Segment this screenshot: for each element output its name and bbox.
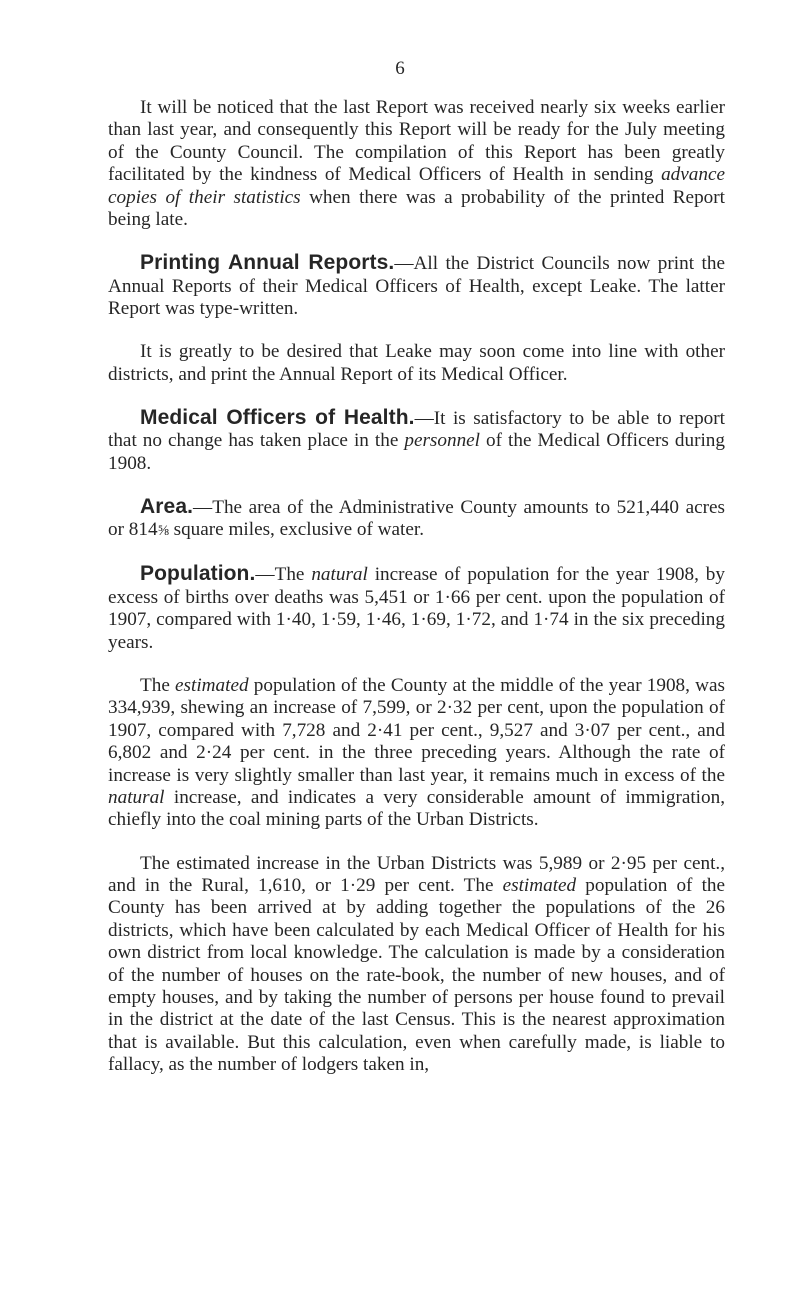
text-run: increase of population for the year 1908, by excess of births over deaths was 5,451 or 1·66 per cent. upon the population of 1907, compared with 1·40, 1·59, 1·46, 1·69, 1·72, and 1·74 in the six preceding years. xyxy=(108,564,725,653)
paragraph-urban-rural-increase xyxy=(108,853,725,1077)
text-run: —The xyxy=(255,564,312,586)
paragraph-area xyxy=(108,496,725,543)
text-run: It is greatly to be desired that Leake may soon come into line with other districts, and print the Annual Report of its Medical Officer. xyxy=(108,341,725,385)
text-run: It will be noticed that the last Report was received nearly six weeks earlier than last year, and consequently this Report will be ready for the July meeting of the County Council. The compilation of this Report has been greatly facilitated by the kindness of Medical Officers of Health in sending xyxy=(108,97,725,186)
paragraph-report-timing xyxy=(108,97,725,231)
paragraph-leake xyxy=(108,341,725,386)
fraction-five-eighths: ⅝ xyxy=(157,523,169,540)
text-run: of the Medical Officers during 1908. xyxy=(108,430,725,474)
italic-run: natural xyxy=(108,786,165,808)
text-run: —It is satisfactory to be able to report that no change has taken place in the xyxy=(108,407,725,452)
section-heading-medical-officers: Medical Officers of Health. xyxy=(140,405,415,429)
paragraph-printing-annual-reports xyxy=(108,252,725,320)
text-run: The estimated increase in the Urban Districts was 5,989 or 2·95 per cent., and in the Rural, 1,610, or 1·29 per cent. The xyxy=(108,852,725,896)
body-text xyxy=(108,97,725,1097)
page-number: 6 xyxy=(395,58,405,79)
paragraph-population xyxy=(108,563,725,654)
section-heading-population: Population. xyxy=(140,562,256,586)
section-heading-area: Area. xyxy=(140,494,194,518)
italic-run: estimated xyxy=(502,874,577,896)
text-run: increase, and indicates a very considerable amount of immigration, chiefly into the coal mining parts of the Urban Districts. xyxy=(108,786,725,831)
text-run: —The area of the Administrative County amounts to 521,440 acres or 814 xyxy=(108,496,725,541)
text-run: square miles, exclusive of water. xyxy=(168,519,425,541)
section-heading-printing-annual-reports: Printing Annual Reports. xyxy=(140,251,395,275)
paragraph-medical-officers xyxy=(108,407,725,475)
italic-run: estimated xyxy=(175,674,249,696)
text-run: population of the County has been arrived at by adding together the populations of the 26 districts, which have been calculated by each Medical Officer of Health for his own district from local knowledge. The calculation is made by a consideration of the number of houses on the rate-book, the number of new houses, and of empty houses, and by taking the number of persons per house found to prevail in the district at the date of the last Census. This is the nearest approximation that is available. But this calculation, even when carefully made, is liable to fallacy, as the number of lodgers taken in, xyxy=(108,874,726,1076)
text-run: population of the County at the middle of the year 1908, was 334,939, shewing an increase of 7,599, or 2·32 per cent, upon the population of 1907, compared with 7,728 and 2·41 per cent., 9,527 and 3·07 per cent., and 6,802 and 2·24 per cent. in the three preceding years. Although the rate of increase is very slightly smaller than last year, it remains much in excess of the xyxy=(108,674,725,786)
italic-run: personnel xyxy=(404,430,481,452)
italic-run: advance copies of their statistics xyxy=(108,164,725,208)
text-run: —All the District Councils now print the Annual Reports of their Medical Officers of Health, except Leake. The latter Report was type-written. xyxy=(108,253,725,320)
text-run: The xyxy=(140,674,176,696)
text-run: when there was a probability of the printed Report being late. xyxy=(108,186,725,231)
italic-run: natural xyxy=(311,564,368,586)
paragraph-estimated-population xyxy=(108,675,725,832)
